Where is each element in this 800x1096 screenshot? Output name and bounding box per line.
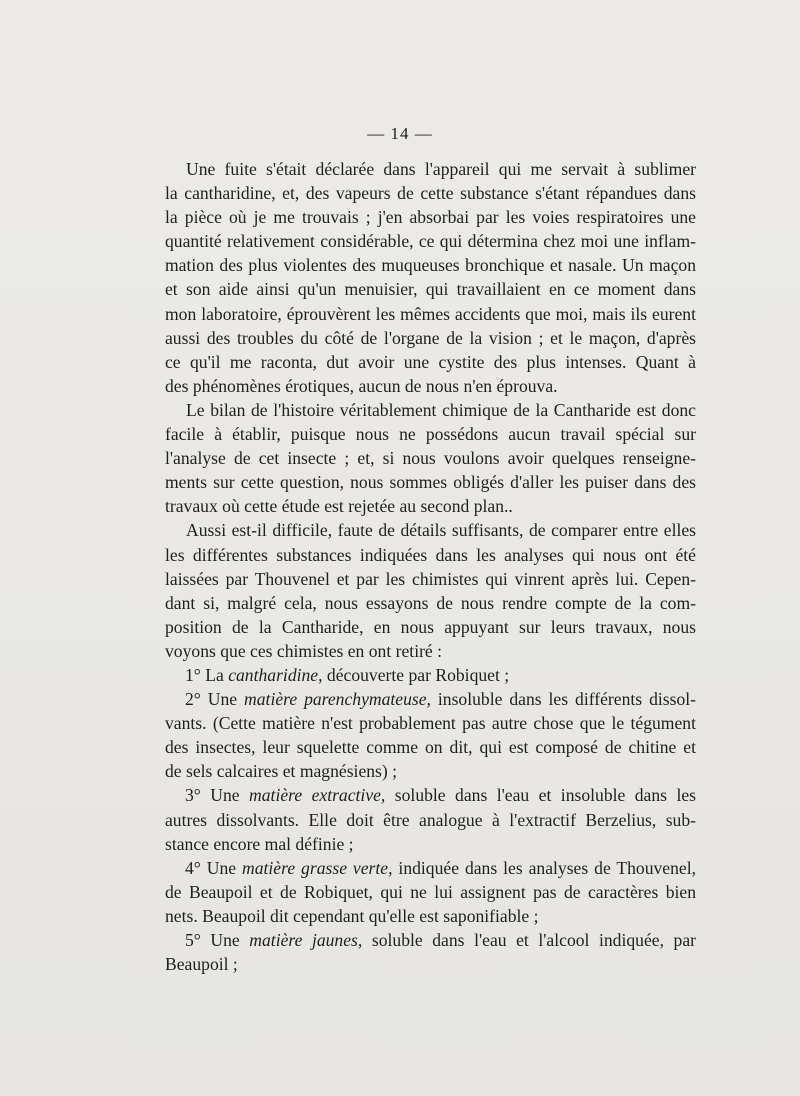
item-lead: Une bbox=[200, 689, 245, 710]
text-line: travaux où cette étude est rejetée au second plan.. bbox=[165, 496, 513, 517]
list-item bbox=[165, 783, 696, 855]
item-lead: Une bbox=[200, 930, 250, 950]
item-number: 3° bbox=[185, 785, 201, 806]
text-line: laissées par Thouvenel et par les chimistes qui vinrent après lui. Cepen- bbox=[165, 568, 696, 589]
text-line: voyons que ces chimistes en ont retiré : bbox=[165, 640, 443, 661]
item-text: soluble dans l'eau et l'alcool indiquée, par bbox=[362, 930, 696, 950]
text-line bbox=[165, 928, 696, 952]
text-line: de sels calcaires et magnésiens) ; bbox=[165, 761, 398, 782]
item-term: matière extractive, bbox=[249, 785, 386, 806]
text-line bbox=[165, 783, 696, 807]
text-line bbox=[165, 663, 696, 687]
body-text bbox=[165, 157, 696, 976]
text-line: des insectes, leur squelette comme on dit, qui est composé de chitine et bbox=[165, 737, 696, 758]
paragraph bbox=[165, 398, 696, 518]
paragraph bbox=[165, 518, 696, 663]
list-item bbox=[165, 928, 696, 976]
text-line: dant si, malgré cela, nous essayons de nous rendre compte de la com- bbox=[165, 592, 696, 613]
item-text: découverte par Robiquet ; bbox=[322, 664, 510, 685]
text-line: ments sur cette question, nous sommes obligés d'aller les puiser dans des bbox=[165, 472, 696, 493]
text-line: position de la Cantharide, en nous appuyant sur leurs travaux, nous bbox=[165, 616, 696, 637]
text-line: les différentes substances indiquées dans les analyses qui nous ont été bbox=[165, 544, 696, 565]
text-line: facile à établir, puisque nous ne possédons aucun travail spécial sur bbox=[165, 424, 696, 445]
page-number: — 14 — bbox=[367, 124, 433, 143]
text-line: Le bilan de l'histoire véritablement chimique de la Cantharide est donc bbox=[186, 399, 696, 420]
text-line: Beaupoil ; bbox=[165, 954, 238, 975]
text-line bbox=[165, 856, 696, 880]
item-term: cantharidine, bbox=[228, 664, 323, 685]
item-term: matière parenchymateuse, bbox=[244, 689, 431, 710]
item-lead: Une bbox=[200, 857, 243, 878]
text-line: stance encore mal définie ; bbox=[165, 833, 354, 854]
item-number: 5° bbox=[185, 930, 201, 950]
text-line: mation des plus violentes des muqueuses bronchique et nasale. Un maçon bbox=[165, 255, 696, 276]
text-line: la cantharidine, et, des vapeurs de cette substance s'étant répandues dans bbox=[165, 183, 696, 204]
text-line: l'analyse de cet insecte ; et, si nous voulons avoir quelques renseigne- bbox=[165, 448, 696, 469]
text-line: et son aide ainsi qu'un menuisier, qui travaillaient en ce moment dans bbox=[165, 279, 696, 300]
list-item bbox=[165, 856, 696, 928]
list-item bbox=[165, 663, 696, 687]
text-line: nets. Beaupoil dit cependant qu'elle est saponifiable ; bbox=[165, 905, 539, 926]
item-term: matière grasse verte, bbox=[242, 857, 393, 878]
text-line: quantité relativement considérable, ce qui détermina chez moi une inflam- bbox=[165, 231, 696, 252]
text-line: vants. (Cette matière n'est probablement pas autre chose que le tégument bbox=[165, 713, 696, 734]
text-line: Aussi est-il difficile, faute de détails suffisants, de comparer entre elles bbox=[186, 520, 696, 541]
text-line: Une fuite s'était déclarée dans l'appareil qui me servait à sublimer bbox=[186, 159, 696, 179]
text-line: ce qu'il me raconta, dut avoir une cystite des plus intenses. Quant à bbox=[165, 351, 696, 372]
item-lead: Une bbox=[200, 785, 250, 806]
text-line: de Beaupoil et de Robiquet, qui ne lui assignent pas de caractères bien bbox=[165, 881, 696, 902]
item-number: 2° bbox=[185, 689, 201, 710]
item-text: insoluble dans les différents dissol- bbox=[430, 689, 696, 710]
text-line: aussi des troubles du côté de l'organe de la vision ; et le maçon, d'après bbox=[165, 327, 696, 348]
item-term: matière jaunes, bbox=[249, 930, 363, 950]
paragraph bbox=[165, 157, 696, 398]
item-text: indiquée dans les analyses de Thouvenel, bbox=[392, 857, 697, 878]
item-text: soluble dans l'eau et insoluble dans les bbox=[385, 785, 696, 806]
item-lead: La bbox=[200, 664, 229, 685]
list-item bbox=[165, 687, 696, 783]
item-number: 4° bbox=[185, 857, 201, 878]
text-line bbox=[165, 687, 696, 711]
text-line: mon laboratoire, éprouvèrent les mêmes accidents que moi, mais ils eurent bbox=[165, 303, 696, 324]
text-line: autres dissolvants. Elle doit être analogue à l'extractif Berzelius, sub- bbox=[165, 809, 696, 830]
text-line: la pièce où je me trouvais ; j'en absorbai par les voies respiratoires une bbox=[165, 207, 696, 228]
item-number: 1° bbox=[185, 664, 201, 685]
text-line: des phénomènes érotiques, aucun de nous n'en éprouva. bbox=[165, 375, 558, 396]
